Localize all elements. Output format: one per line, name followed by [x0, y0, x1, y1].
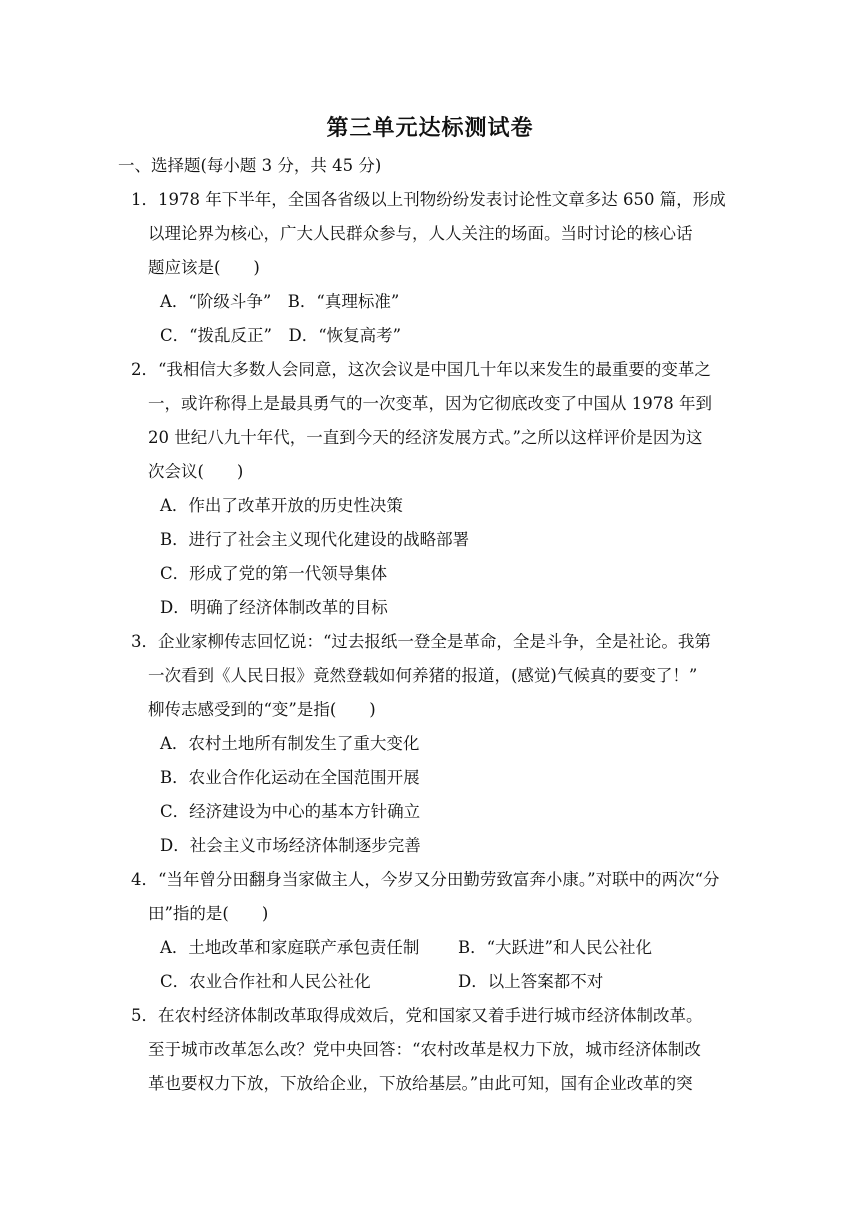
question-4-option-b: B．“大跃进”和人民公社化: [458, 938, 652, 957]
question-1-text: 1．1978 年下半年，全国各省级以上刊物纷纷发表讨论性文章多达 650 篇，形成: [131, 190, 726, 209]
question-4-text: 4．“当年曾分田翻身当家做主人，今岁又分田勤劳致富奔小康。”对联中的两次“分: [131, 870, 720, 889]
question-3-option-d: D．社会主义市场经济体制逐步完善: [160, 836, 421, 855]
question-2-option-a: A．作出了改革开放的历史性决策: [160, 496, 403, 515]
section-heading: 一、选择题(每小题 3 分，共 45 分): [118, 156, 382, 175]
question-3-option-a: A．农村土地所有制发生了重大变化: [160, 734, 420, 753]
question-1-text-cont: 题应该是( ): [148, 258, 260, 277]
question-3-text: 3．企业家柳传志回忆说：“过去报纸一登全是革命，全是斗争，全是社论。我第: [131, 632, 711, 651]
question-5-text-cont: 革也要权力下放，下放给企业，下放给基层。”由此可知，国有企业改革的突: [148, 1074, 693, 1093]
question-5-text-cont: 至于城市改革怎么改？党中央回答：“农村改革是权力下放，城市经济体制改: [148, 1040, 701, 1059]
exam-title: 第三单元达标测试卷: [326, 116, 534, 141]
question-2-text-cont: 20 世纪八九十年代，一直到今天的经济发展方式。”之所以这样评价是因为这: [148, 428, 703, 447]
question-3-option-c: C．经济建设为中心的基本方针确立: [160, 802, 421, 821]
question-2-text-cont: 次会议( ): [148, 462, 244, 481]
question-4-option-a: A．土地改革和家庭联产承包责任制: [160, 938, 420, 957]
question-4-text-cont: 田”指的是( ): [148, 904, 269, 923]
question-1-text-cont: 以理论界为核心，广大人民群众参与，人人关注的场面。当时讨论的核心话: [148, 224, 693, 243]
question-3-text-cont: 柳传志感受到的“变”是指( ): [148, 700, 376, 719]
question-2-option-b: B．进行了社会主义现代化建设的战略部署: [160, 530, 470, 549]
question-3-text-cont: 一次看到《人民日报》竟然登载如何养猪的报道，(感觉)气候真的要变了！”: [148, 666, 698, 685]
question-1-options-ab: A．“阶级斗争” B．“真理标准”: [160, 292, 400, 311]
question-2-option-d: D．明确了经济体制改革的目标: [160, 598, 388, 617]
question-1-options-cd: C．“拨乱反正” D．“恢复高考”: [160, 326, 402, 345]
question-4-option-d: D．以上答案都不对: [458, 972, 604, 991]
question-4-option-c: C．农业合作社和人民公社化: [160, 972, 371, 991]
question-5-text: 5．在农村经济体制改革取得成效后，党和国家又着手进行城市经济体制改革。: [131, 1006, 703, 1025]
question-2-text: 2．“我相信大多数人会同意，这次会议是中国几十年以来发生的最重要的变革之: [131, 360, 711, 379]
question-2-option-c: C．形成了党的第一代领导集体: [160, 564, 388, 583]
question-3-option-b: B．农业合作化运动在全国范围开展: [160, 768, 420, 787]
question-2-text-cont: 一，或许称得上是最具勇气的一次变革，因为它彻底改变了中国从 1978 年到: [148, 394, 712, 413]
